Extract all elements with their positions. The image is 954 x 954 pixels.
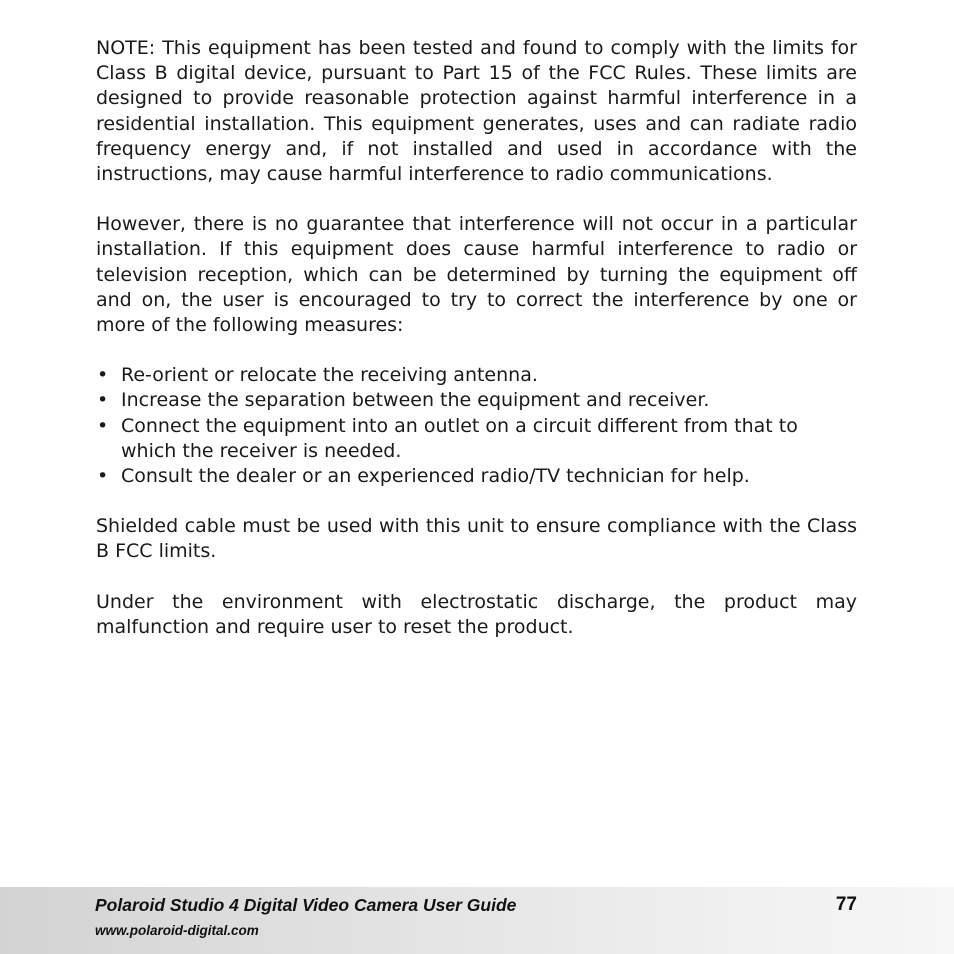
list-item xyxy=(96,388,857,413)
footer-title: Polaroid Studio 4 Digital Video Camera User Guide xyxy=(95,895,517,915)
measures-list xyxy=(96,363,857,489)
interference-paragraph: However, there is no guarantee that interference will not occur in a particular installation. If this equipment does cause harmful interference to radio or television reception, which can be determined by turning the equipment off and on, the user is encouraged to try to correct the interference by one or more of the following measures: xyxy=(96,213,857,337)
page-content xyxy=(96,36,857,665)
page-number: 77 xyxy=(835,894,857,915)
electrostatic-paragraph: Under the environment with electrostatic discharge, the product may malfunction and require user to reset the product. xyxy=(96,590,857,638)
shielded-cable-paragraph: Shielded cable must be used with this unit to ensure compliance with the Class B FCC limits. xyxy=(96,515,857,563)
list-item-text: Re-orient or relocate the receiving antenna. xyxy=(121,364,538,387)
page-footer xyxy=(0,887,954,954)
bullet-icon: • xyxy=(97,389,109,412)
bullet-icon: • xyxy=(97,364,109,387)
bullet-icon: • xyxy=(97,465,109,488)
list-item xyxy=(96,414,857,464)
list-item xyxy=(96,363,857,388)
list-item-text: Connect the equipment into an outlet on a circuit different from that to which the receiver is needed. xyxy=(121,414,798,462)
list-item xyxy=(96,464,857,489)
fcc-note-paragraph: NOTE: This equipment has been tested and found to comply with the limits for Class B digital device, pursuant to Part 15 of the FCC Rules. These limits are designed to provide reasonable protection against harmful interference in a residential installation. This equipment generates, uses and can radiate radio frequency energy and, if not installed and used in accordance with the instructions, may cause harmful interference to radio communications. xyxy=(96,37,857,186)
list-item-text: Increase the separation between the equipment and receiver. xyxy=(121,389,710,412)
bullet-icon: • xyxy=(97,414,109,437)
footer-url: www.polaroid-digital.com xyxy=(95,923,259,938)
list-item-text: Consult the dealer or an experienced radio/TV technician for help. xyxy=(121,465,750,488)
